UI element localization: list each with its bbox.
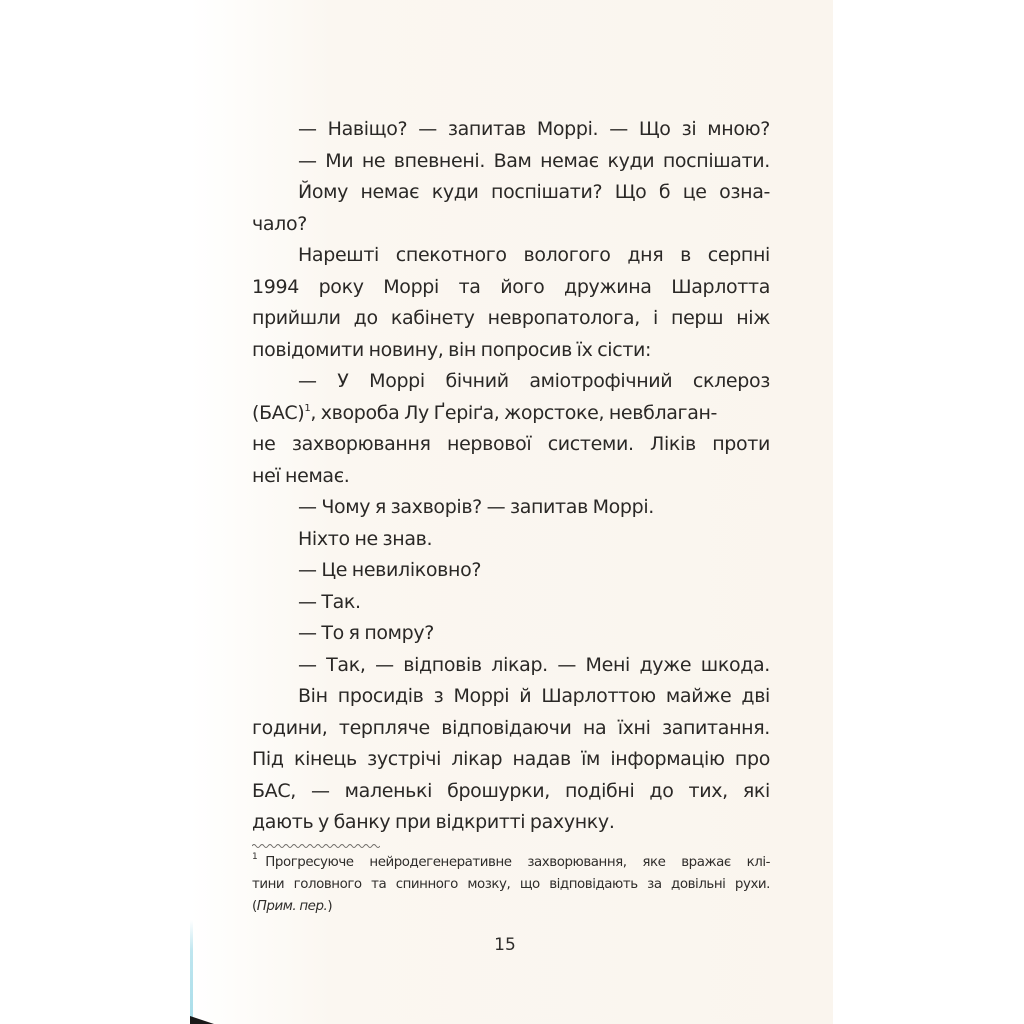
- paren-open: (: [252, 899, 257, 914]
- text-line: Нарешті спекотного вологого дня в серпні: [298, 244, 770, 266]
- text-line: чало?: [252, 212, 307, 235]
- footnote-reference[interactable]: 1: [304, 402, 311, 414]
- text-line: — Так, — відповів лікар. — Мені дуже шкода.: [298, 653, 770, 676]
- page-corner-shadow: [190, 1016, 214, 1024]
- page-number: 15: [494, 935, 516, 955]
- text-segment-rest: , хвороба Лу Ґеріґа, жорстоке, невблаган-: [310, 401, 718, 424]
- body-text: [252, 114, 770, 839]
- text-line: — Це невиліковно?: [298, 559, 482, 581]
- text-line: БАС, — маленькі брошурки, подібні до тих, які: [252, 779, 770, 802]
- text-line: дають у банку при відкритті рахунку.: [252, 811, 615, 833]
- footnote-separator: [252, 843, 380, 849]
- text-line: — Ми не впевнені. Вам немає куди поспішати.: [298, 149, 770, 172]
- text-line: повідомити новину, він попросив їх сісти:: [252, 338, 652, 361]
- text-line: — Так.: [298, 590, 361, 613]
- text-segment: [252, 398, 717, 430]
- text-line: — Чому я захворів? — запитав Моррі.: [298, 496, 654, 518]
- footnote-number: 1: [252, 852, 258, 862]
- text-line: — У Моррі бічний аміотрофічний склероз: [298, 370, 770, 392]
- footnote-text: Прогресуюче нейродегенеративне захворювання, яке вражає клі-: [265, 855, 770, 870]
- text-line: Ніхто не знав.: [298, 527, 433, 550]
- text-line: — Навіщо? — запитав Моррі. — Що зі мною?: [298, 118, 770, 140]
- paren-close: ): [327, 899, 333, 914]
- text-segment-abbr: (БАС): [252, 401, 305, 424]
- text-line: Під кінець зустрічі лікар надав їм інформацію про: [252, 748, 770, 770]
- text-line: не захворювання нервової системи. Ліків проти: [252, 433, 770, 455]
- text-line-with-footnote: [252, 398, 770, 430]
- text-line: 1994 року Моррі та його дружина Шарлотта: [252, 275, 770, 298]
- footnote: [252, 852, 770, 918]
- translator-note: Прим. пер.: [256, 899, 328, 914]
- text-line: прийшли до кабінету невропатолога, і перш ніж: [252, 307, 770, 329]
- text-line: неї немає.: [252, 464, 350, 487]
- page-gutter-edge: [190, 920, 193, 1024]
- footnote-line: [252, 852, 770, 874]
- text-line: години, терпляче відповідаючи на їхні запитання.: [252, 716, 770, 739]
- text-line: Йому немає куди поспішати? Що б це озна-: [298, 181, 770, 203]
- footnote-line: тини головного та спинного мозку, що відповідають за довільні рухи.: [252, 877, 770, 892]
- text-line: — То я помру?: [298, 622, 434, 644]
- footnote-line: [252, 896, 770, 918]
- text-line: Він просидів з Моррі й Шарлоттою майже дві: [298, 685, 770, 707]
